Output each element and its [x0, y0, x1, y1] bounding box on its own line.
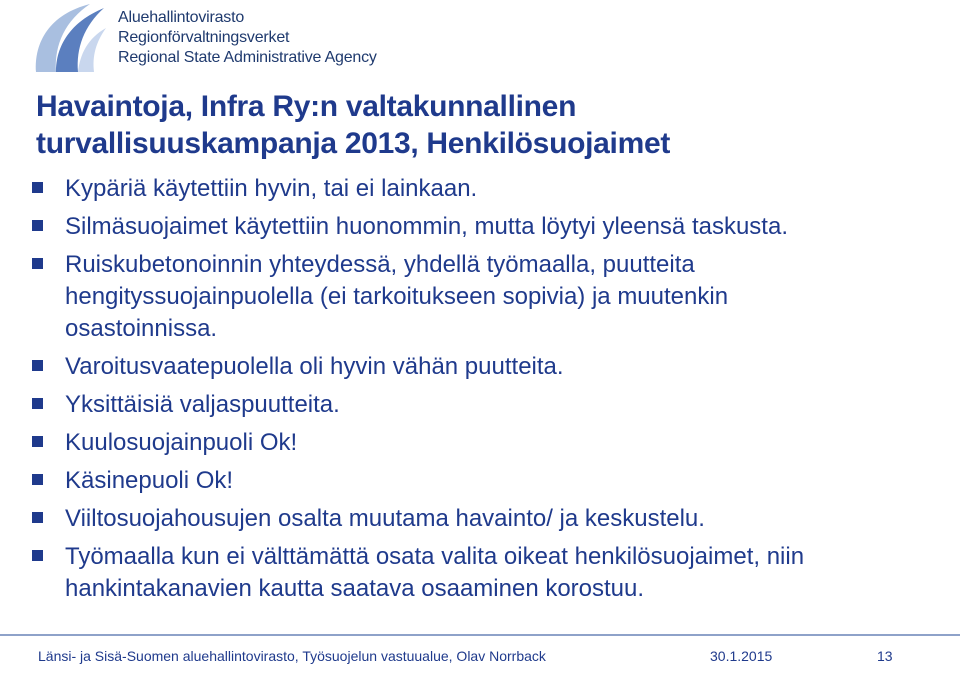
bullet-text: Varoitusvaatepuolella oli hyvin vähän puutteita. — [65, 353, 564, 380]
logo-text — [118, 8, 377, 68]
bullet-text: hankintakanavien kautta saatava osaaminen korostuu. — [65, 575, 645, 602]
footer-date: 30.1.2015 — [710, 648, 773, 664]
bullet-item — [28, 173, 928, 205]
bullet-item — [28, 427, 928, 459]
bullet-text: Yksittäisiä valjaspuutteita. — [65, 391, 340, 418]
avi-swoosh-logo-icon — [30, 2, 108, 74]
agency-logo — [30, 2, 390, 72]
square-bullet-icon — [32, 512, 43, 523]
square-bullet-icon — [32, 436, 43, 447]
bullet-item — [28, 249, 928, 345]
bullet-text: osastoinnissa. — [65, 315, 218, 342]
bullet-text: Kuulosuojainpuoli Ok! — [65, 429, 298, 456]
bullet-text: Ruiskubetonoinnin yhteydessä, yhdellä työmaalla, puutteita — [65, 251, 695, 278]
bullet-item — [28, 211, 928, 243]
slide-footer — [0, 636, 960, 690]
bullet-item — [28, 465, 928, 497]
logo-line-sv: Regionförvaltningsverket — [118, 29, 290, 46]
bullet-text: Kypäriä käytettiin hyvin, tai ei lainkaan. — [65, 175, 478, 202]
square-bullet-icon — [32, 220, 43, 231]
square-bullet-icon — [32, 360, 43, 371]
bullet-text: Viiltosuojahousujen osalta muutama havainto/ ja keskustelu. — [65, 505, 705, 532]
bullet-text: Työmaalla kun ei välttämättä osata valita oikeat henkilösuojaimet, niin — [65, 543, 805, 570]
logo-line-fi: Aluehallintovirasto — [118, 9, 245, 26]
title-line: Havaintoja, Infra Ry:n valtakunnallinen — [36, 90, 577, 123]
title-line: turvallisuuskampanja 2013, Henkilösuojaimet — [36, 127, 671, 160]
bullet-text: Käsinepuoli Ok! — [65, 467, 234, 494]
logo-line-en: Regional State Administrative Agency — [118, 49, 377, 66]
slide-title — [36, 88, 936, 162]
square-bullet-icon — [32, 550, 43, 561]
bullet-item — [28, 351, 928, 383]
square-bullet-icon — [32, 474, 43, 485]
page-number: 13 — [877, 648, 893, 664]
square-bullet-icon — [32, 258, 43, 269]
bullet-item — [28, 389, 928, 421]
square-bullet-icon — [32, 182, 43, 193]
bullet-text: hengityssuojainpuolella (ei tarkoitukseen sopivia) ja muutenkin — [65, 283, 729, 310]
footer-organization: Länsi- ja Sisä-Suomen aluehallintovirasto, Työsuojelun vastuualue, Olav Norrback — [38, 648, 546, 664]
bullet-text: Silmäsuojaimet käytettiin huonommin, mutta löytyi yleensä taskusta. — [65, 213, 788, 240]
bullet-list — [28, 173, 928, 611]
square-bullet-icon — [32, 398, 43, 409]
bullet-item — [28, 541, 928, 605]
bullet-item — [28, 503, 928, 535]
